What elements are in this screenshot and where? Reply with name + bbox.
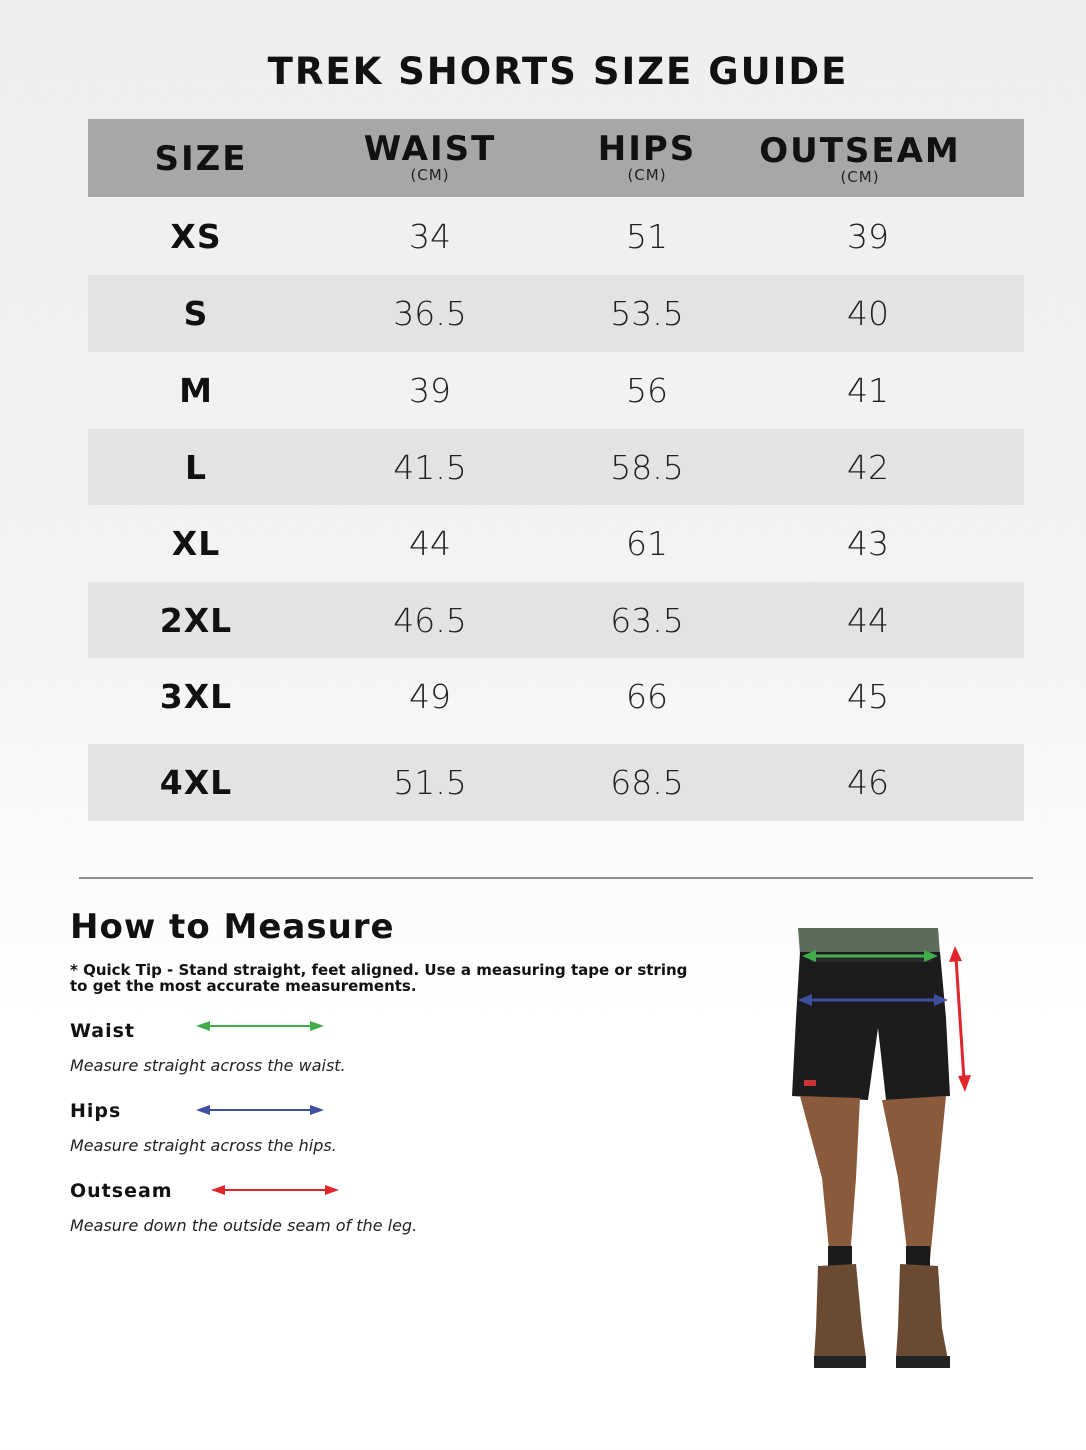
header-size-label: SIZE	[154, 139, 248, 179]
table-row	[88, 197, 1024, 275]
table-row	[88, 429, 1024, 505]
red-double-arrow-icon	[211, 1182, 339, 1198]
table-row	[88, 352, 1024, 429]
hips-description: Measure straight across the hips.	[70, 1136, 337, 1155]
outseam-cell: 45	[847, 676, 889, 716]
section-divider	[79, 877, 1033, 879]
shirt-icon	[798, 928, 940, 954]
outseam-label: Outseam	[70, 1180, 173, 1202]
outseam-cell: 39	[847, 216, 889, 256]
size-table	[88, 119, 1024, 821]
header-hips-label: HIPS	[597, 129, 697, 169]
size-cell: XS	[170, 216, 222, 256]
left-boot-icon	[814, 1264, 866, 1366]
table-row	[88, 658, 1024, 744]
outseam-cell: 40	[847, 294, 889, 333]
header-outseam-unit: (CM)	[840, 168, 880, 186]
shorts-icon	[792, 952, 950, 1100]
waist-cell: 51.5	[393, 763, 467, 802]
header-waist-unit: (CM)	[410, 166, 450, 184]
table-row	[88, 744, 1024, 821]
outseam-cell: 46	[847, 763, 889, 802]
hips-cell: 58.5	[610, 447, 684, 487]
model-wearing-shorts-image	[770, 928, 1000, 1388]
table-row	[88, 582, 1024, 658]
size-cell: 4XL	[159, 763, 233, 802]
header-waist	[350, 131, 510, 183]
header-hips-unit: (CM)	[627, 166, 667, 184]
hips-cell: 66	[626, 676, 668, 716]
quick-tip: * Quick Tip - Stand straight, feet aligned. Use a measuring tape or string to get the most accurate measurements.	[70, 961, 688, 995]
waist-label: Waist	[70, 1020, 136, 1042]
header-outseam	[750, 133, 970, 185]
size-cell: 3XL	[159, 676, 233, 716]
left-leg-icon	[800, 1096, 860, 1260]
outseam-cell: 42	[847, 447, 889, 487]
waist-cell: 41.5	[393, 447, 467, 487]
waist-cell: 49	[409, 676, 451, 716]
hips-cell: 51	[626, 216, 668, 256]
hips-cell: 61	[626, 524, 668, 563]
outseam-cell: 44	[847, 600, 889, 640]
header-size	[136, 141, 266, 177]
outseam-cell: 41	[847, 371, 889, 410]
waist-cell: 46.5	[393, 600, 467, 640]
hips-cell: 68.5	[610, 763, 684, 802]
outseam-measure-arrow-icon	[949, 946, 971, 1092]
waist-cell: 44	[409, 524, 451, 563]
table-row	[88, 505, 1024, 582]
size-cell: 2XL	[159, 600, 233, 640]
table-row	[88, 275, 1024, 352]
outseam-cell: 43	[847, 524, 889, 563]
waist-cell: 39	[409, 371, 451, 410]
waist-cell: 36.5	[393, 294, 467, 333]
page-title: TREK SHORTS SIZE GUIDE	[267, 50, 849, 93]
waist-description: Measure straight across the waist.	[70, 1056, 346, 1075]
outseam-description: Measure down the outside seam of the leg.	[70, 1216, 418, 1235]
size-cell: L	[184, 447, 208, 487]
right-leg-icon	[882, 1096, 946, 1260]
hips-cell: 56	[626, 371, 668, 410]
table-header	[88, 119, 1024, 197]
header-waist-label: WAIST	[363, 129, 497, 169]
right-boot-icon	[896, 1264, 948, 1366]
hips-cell: 53.5	[610, 294, 684, 333]
header-hips	[567, 131, 727, 183]
how-to-measure-title: How to Measure	[70, 907, 395, 947]
waist-cell: 34	[409, 216, 451, 256]
size-cell: S	[183, 294, 209, 333]
blue-double-arrow-icon	[196, 1102, 324, 1118]
green-double-arrow-icon	[196, 1018, 324, 1034]
header-outseam-label: OUTSEAM	[759, 131, 961, 171]
hips-cell: 63.5	[610, 600, 684, 640]
size-cell: M	[179, 371, 213, 410]
hips-label: Hips	[70, 1100, 122, 1122]
size-cell: XL	[171, 524, 221, 563]
